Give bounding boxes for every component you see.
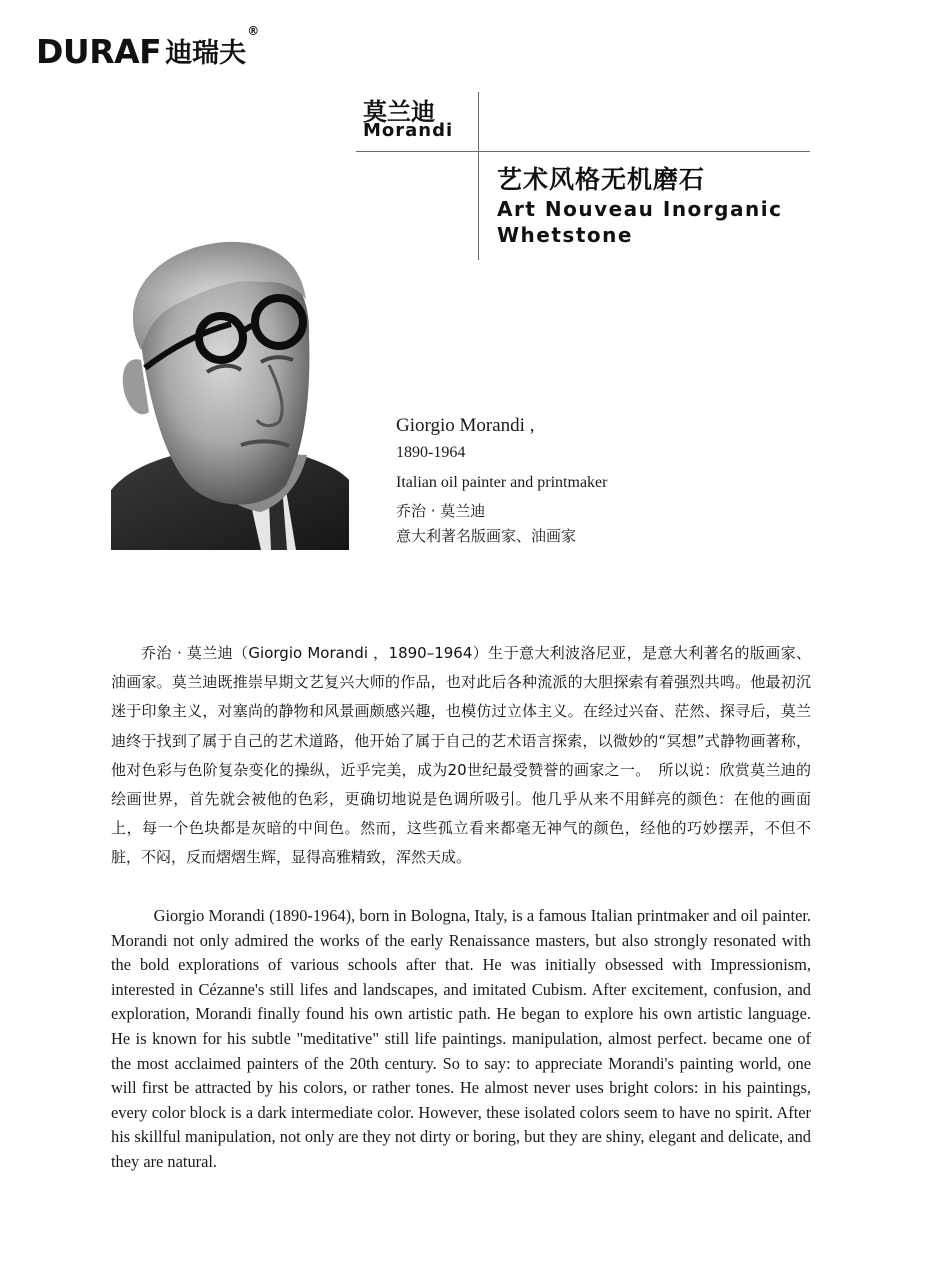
- artist-name-en: Giorgio Morandi ,: [396, 415, 535, 436]
- brand-logo-chinese: 迪瑞夫: [165, 38, 247, 69]
- product-name-zh: 莫兰迪: [363, 98, 435, 126]
- artist-role-en: Italian oil painter and printmaker: [396, 474, 608, 491]
- artist-bio: [396, 414, 607, 547]
- body-paragraph-en: Giorgio Morandi (1890-1964), born in Bologna, Italy, is a famous Italian printmaker and oil painter. Morandi not only admired the works of the early Renaissance masters, but also strongly resonated with the bold explorations of various schools after that. He was initially obsessed with Impressionism, interested in Cézanne's still lifes and landscapes, and imitated Cubism. After excitement, confusion, and exploration, Morandi finally found his own artistic path. He began to explore his own artistic language. He is known for his subtle "meditative" still life paintings. manipulation, almost perfect. became one of the most acclaimed painters of the 20th century. So to say: to appreciate Morandi's painting world, one will first be attracted by his colors, or rather tones. He almost never uses bright colors: in his paintings, every color block is a dark intermediate color. However, these isolated colors seem to have no spirit. After his skillful manipulation, not only are they not dirty or boring, but they are shiny, elegant and delicate, and they are natural.: [111, 906, 811, 1171]
- artist-name-zh: 乔治 · 莫兰迪: [396, 502, 486, 520]
- product-style-en: Art Nouveau Inorganic Whetstone: [497, 197, 783, 247]
- product-style-zh: 艺术风格无机磨石: [497, 165, 706, 194]
- artist-portrait: [111, 240, 349, 550]
- artist-role-zh: 意大利著名版画家、油画家: [396, 527, 577, 545]
- artist-years: 1890-1964: [396, 444, 466, 461]
- horizontal-divider: [356, 151, 810, 152]
- product-name-en: Morandi: [363, 120, 454, 141]
- brand-logo-latin: DURAF: [36, 32, 162, 71]
- vertical-divider: [478, 92, 479, 260]
- body-paragraph-zh: 乔治 · 莫兰迪（Giorgio Morandi ，1890–1964）生于意大利波洛尼亚，是意大利著名的版画家、油画家。莫兰迪既推崇早期文艺复兴大师的作品，也对此后各种流派的大胆探索有着强烈共鸣。他最初沉迷于印象主义，对塞尚的静物和风景画颇感兴趣，也模仿过立体主义。在经过兴奋、茫然、探寻后，莫兰迪终于找到了属于自己的艺术道路，他开始了属于自己的艺术语言探索，以微妙的“冥想”式静物画著称，他对色彩与色阶复杂变化的操纵，近乎完美，成为20世纪最受赞誉的画家之一。 所以说：欣赏莫兰迪的绘画世界，首先就会被他的色彩，更确切地说是色调所吸引。他几乎从来不用鲜亮的颜色：在他的画面上，每一个色块都是灰暗的中间色。然而，这些孤立看来都毫无神气的颜色，经他的巧妙摆弄，不但不脏，不闷，反而熠熠生辉，显得高雅精致，浑然天成。: [111, 644, 811, 867]
- registered-mark: ®: [247, 24, 260, 38]
- brand-logo: [36, 20, 260, 71]
